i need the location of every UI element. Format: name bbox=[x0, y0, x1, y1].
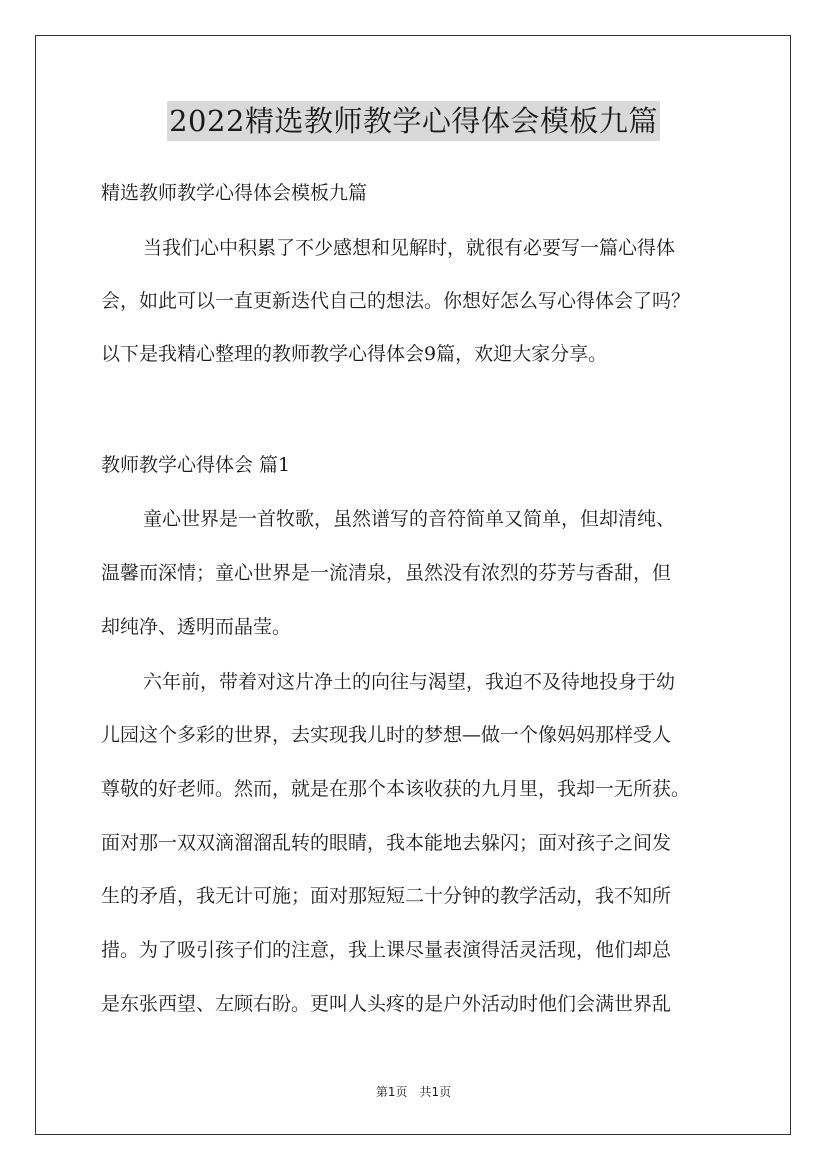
intro-line-2: 会，如此可以一直更新迭代自己的想法。你想好怎么写心得体会了吗？ bbox=[101, 290, 691, 312]
page-number-footer: 第1页 共1页 bbox=[375, 1085, 452, 1099]
title-container bbox=[0, 101, 827, 141]
para1-line-3: 却纯净、透明而晶莹。 bbox=[101, 616, 292, 638]
para1-line-1: 童心世界是一首牧歌，虽然谱写的音符简单又简单，但却清纯、 bbox=[143, 508, 676, 530]
document-subtitle: 精选教师教学心得体会模板九篇 bbox=[101, 182, 368, 204]
para2-line-7: 是东张西望、左顾右盼。更叫人头疼的是户外活动时他们会满世界乱 bbox=[101, 993, 672, 1015]
para2-line-5: 生的矛盾，我无计可施；面对那短短二十分钟的教学活动，我不知所 bbox=[101, 885, 672, 907]
para2-line-3: 尊敬的好老师。然而，就是在那个本该收获的九月里，我却一无所获。 bbox=[101, 778, 691, 800]
para1-line-2: 温馨而深情；童心世界是一流清泉，虽然没有浓烈的芬芳与香甜，但 bbox=[101, 562, 672, 584]
para2-line-6: 措。为了吸引孩子们的注意，我上课尽量表演得活灵活现，他们却总 bbox=[101, 939, 672, 961]
para2-line-2: 儿园这个多彩的世界，去实现我儿时的梦想—做一个像妈妈那样受人 bbox=[101, 724, 672, 746]
section-heading: 教师教学心得体会 篇1 bbox=[101, 454, 291, 476]
intro-line-1: 当我们心中积累了不少感想和见解时，就很有必要写一篇心得体 bbox=[143, 237, 676, 259]
para2-line-1: 六年前，带着对这片净土的向往与渴望，我迫不及待地投身于幼 bbox=[143, 671, 676, 693]
intro-line-3: 以下是我精心整理的教师教学心得体会9篇，欢迎大家分享。 bbox=[101, 343, 608, 365]
para2-line-4: 面对那一双双滴溜溜乱转的眼睛，我本能地去躲闪；面对孩子之间发 bbox=[101, 832, 672, 854]
document-title: 2022精选教师教学心得体会模板九篇 bbox=[167, 101, 660, 141]
